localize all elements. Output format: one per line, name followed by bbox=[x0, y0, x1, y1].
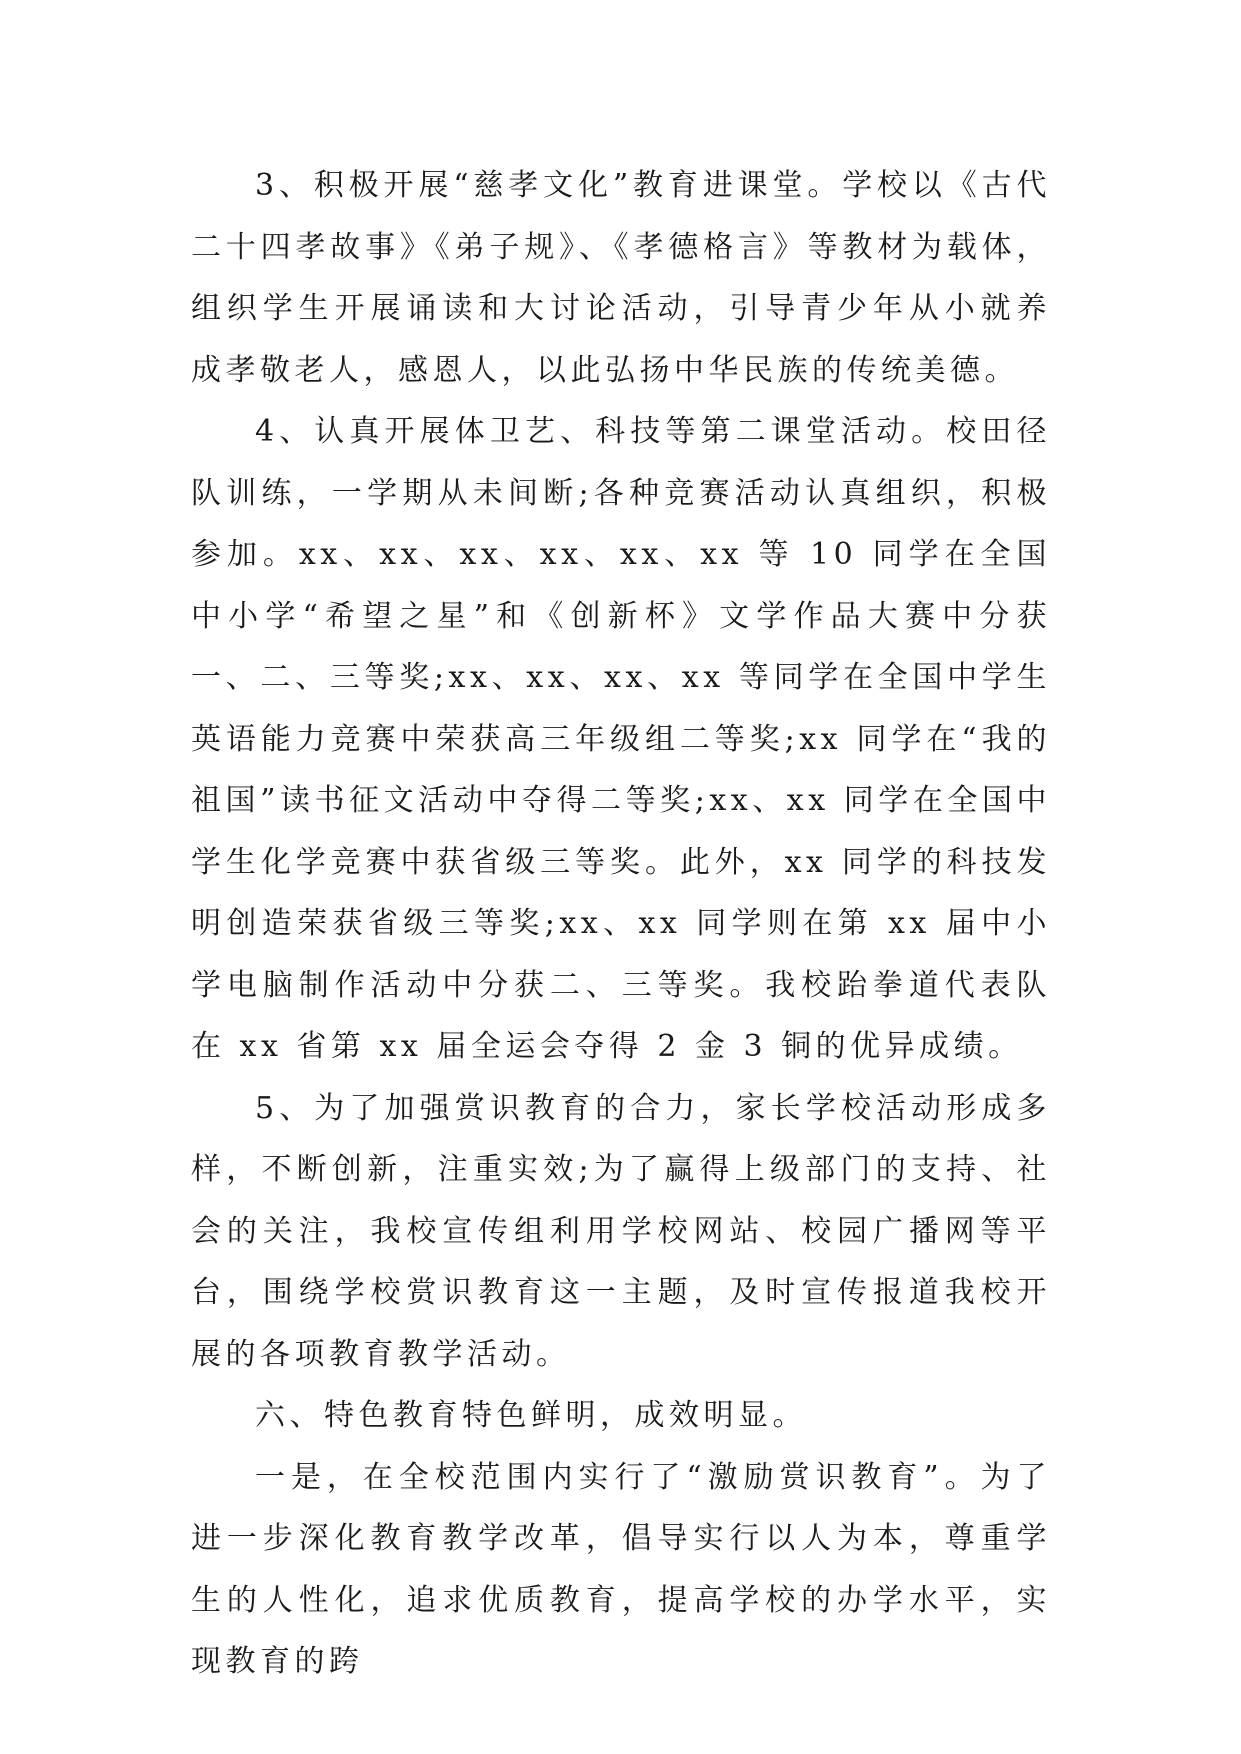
section-heading-special-education: 六、特色教育特色鲜明，成效明显。 bbox=[255, 1398, 807, 1433]
paragraph-appreciation-education: 一是，在全校范围内实行了“激励赏识教育”。为了进一步深化教育教学改革，倡导实行以人为本，尊重学生的人性化，追求优质教育，提高学校的办学水平，实现教育的跨 bbox=[191, 1459, 1051, 1679]
paragraph-parent-school-publicity: 5、为了加强赏识教育的合力，家长学校活动形成多样，不断创新，注重实效;为了赢得上级部门的支持、社会的关注，我校宣传组利用学校网站、校园广播网等平台，围绕学校赏识教育这一主题，及时宣传报道我校开展的各项教育教学活动。 bbox=[191, 1090, 1051, 1372]
paragraph-filial-culture: 3、积极开展“慈孝文化”教育进课堂。学校以《古代二十四孝故事》《弟子规》、《孝德格言》等教材为载体，组织学生开展诵读和大讨论活动，引导青少年从小就养成孝敬老人，感恩人，以此弘扬中华民族的传统美德。 bbox=[191, 168, 1051, 388]
document-body bbox=[191, 155, 1051, 1693]
paragraph-second-classroom-awards: 4、认真开展体卫艺、科技等第二课堂活动。校田径队训练，一学期从未间断;各种竞赛活动认真组织，积极参加。xx、xx、xx、xx、xx、xx 等 10 同学在全国中小学“希望之星”和《创新杯》文学作品大赛中分获一、二、三等奖;xx、xx、xx、xx 等同学在全国中学生英语能力竞赛中荣获高三年级组二等奖;xx 同学在“我的祖国”读书征文活动中夺得二等奖;xx、xx 同学在全国中学生化学竞赛中获省级三等奖。此外，xx 同学的科技发明创造荣获省级三等奖;xx、xx 同学则在第 xx 届中小学电脑制作活动中分获二、三等奖。我校跆拳道代表队在 xx 省第 xx 届全运会夺得 2 金 3 铜的优异成绩。 bbox=[191, 414, 1051, 1064]
